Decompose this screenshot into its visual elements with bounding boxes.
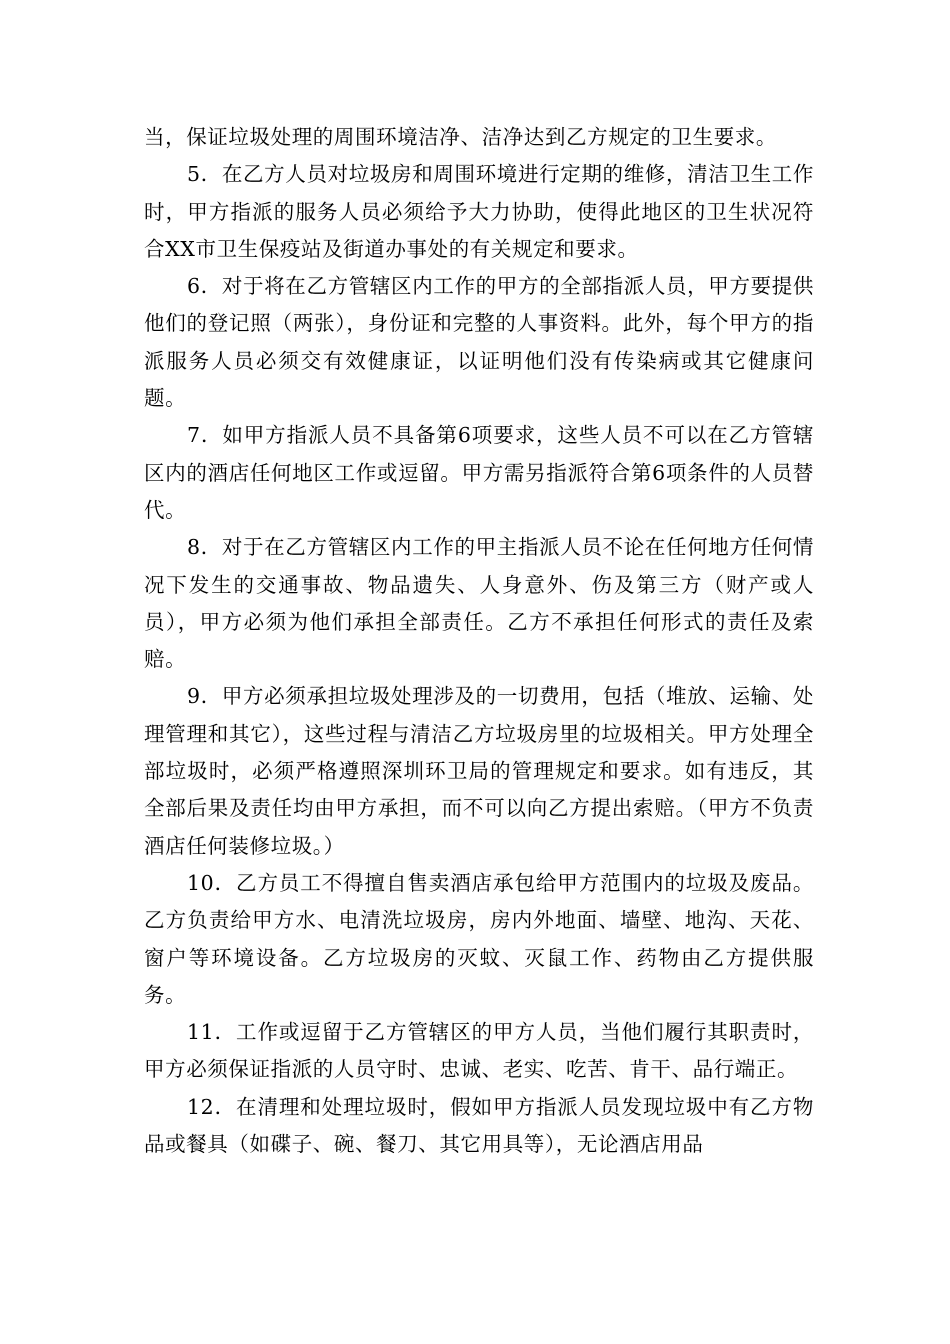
- clause-5: 5．在乙方人员对垃圾房和周围环境进行定期的维修，清洁卫生工作时，甲方指派的服务人员必须给予大力协助，使得此地区的卫生状况符合XX市卫生保疫站及街道办事处的有关规定和要求。: [144, 162, 814, 261]
- document-page: [144, 119, 814, 1163]
- clause-6: 6．对于将在乙方管辖区内工作的甲方的全部指派人员，甲方要提供他们的登记照（两张），身份证和完整的人事资料。此外，每个甲方的指派服务人员必须交有效健康证，以证明他们没有传染病或其它健康问题。: [144, 274, 814, 411]
- clause-7: 7．如甲方指派人员不具备第6项要求，这些人员不可以在乙方管辖区内的酒店任何地区工作或逗留。甲方需另指派符合第6项条件的人员替代。: [144, 423, 814, 522]
- clause-9: 9．甲方必须承担垃圾处理涉及的一切费用，包括（堆放、运输、处理管理和其它），这些过程与清洁乙方垃圾房里的垃圾相关。甲方处理全部垃圾时，必须严格遵照深圳环卫局的管理规定和要求。如有违反，其全部后果及责任均由甲方承担，而不可以向乙方提出索赔。（甲方不负责酒店任何装修垃圾。）: [144, 684, 814, 858]
- clause-10: 10．乙方员工不得擅自售卖酒店承包给甲方范围内的垃圾及废品。乙方负责给甲方水、电清洗垃圾房，房内外地面、墙壁、地沟、天花、窗户等环境设备。乙方垃圾房的灭蚊、灭鼠工作、药物由乙方提供服务。: [144, 870, 814, 1007]
- clause-11: 11．工作或逗留于乙方管辖区的甲方人员，当他们履行其职责时，甲方必须保证指派的人员守时、忠诚、老实、吃苦、肯干、品行端正。: [144, 1020, 814, 1082]
- paragraph-continuation: 当，保证垃圾处理的周围环境洁净、洁净达到乙方规定的卫生要求。: [144, 125, 777, 149]
- clause-8: 8．对于在乙方管辖区内工作的甲主指派人员不论在任何地方任何情况下发生的交通事故、物品遗失、人身意外、伤及第三方（财产或人员），甲方必须为他们承担全部责任。乙方不承担任何形式的责任及索赔。: [144, 535, 814, 672]
- clause-12: 12．在清理和处理垃圾时，假如甲方指派人员发现垃圾中有乙方物品或餐具（如碟子、碗、餐刀、其它用具等），无论酒店用品: [144, 1094, 814, 1157]
